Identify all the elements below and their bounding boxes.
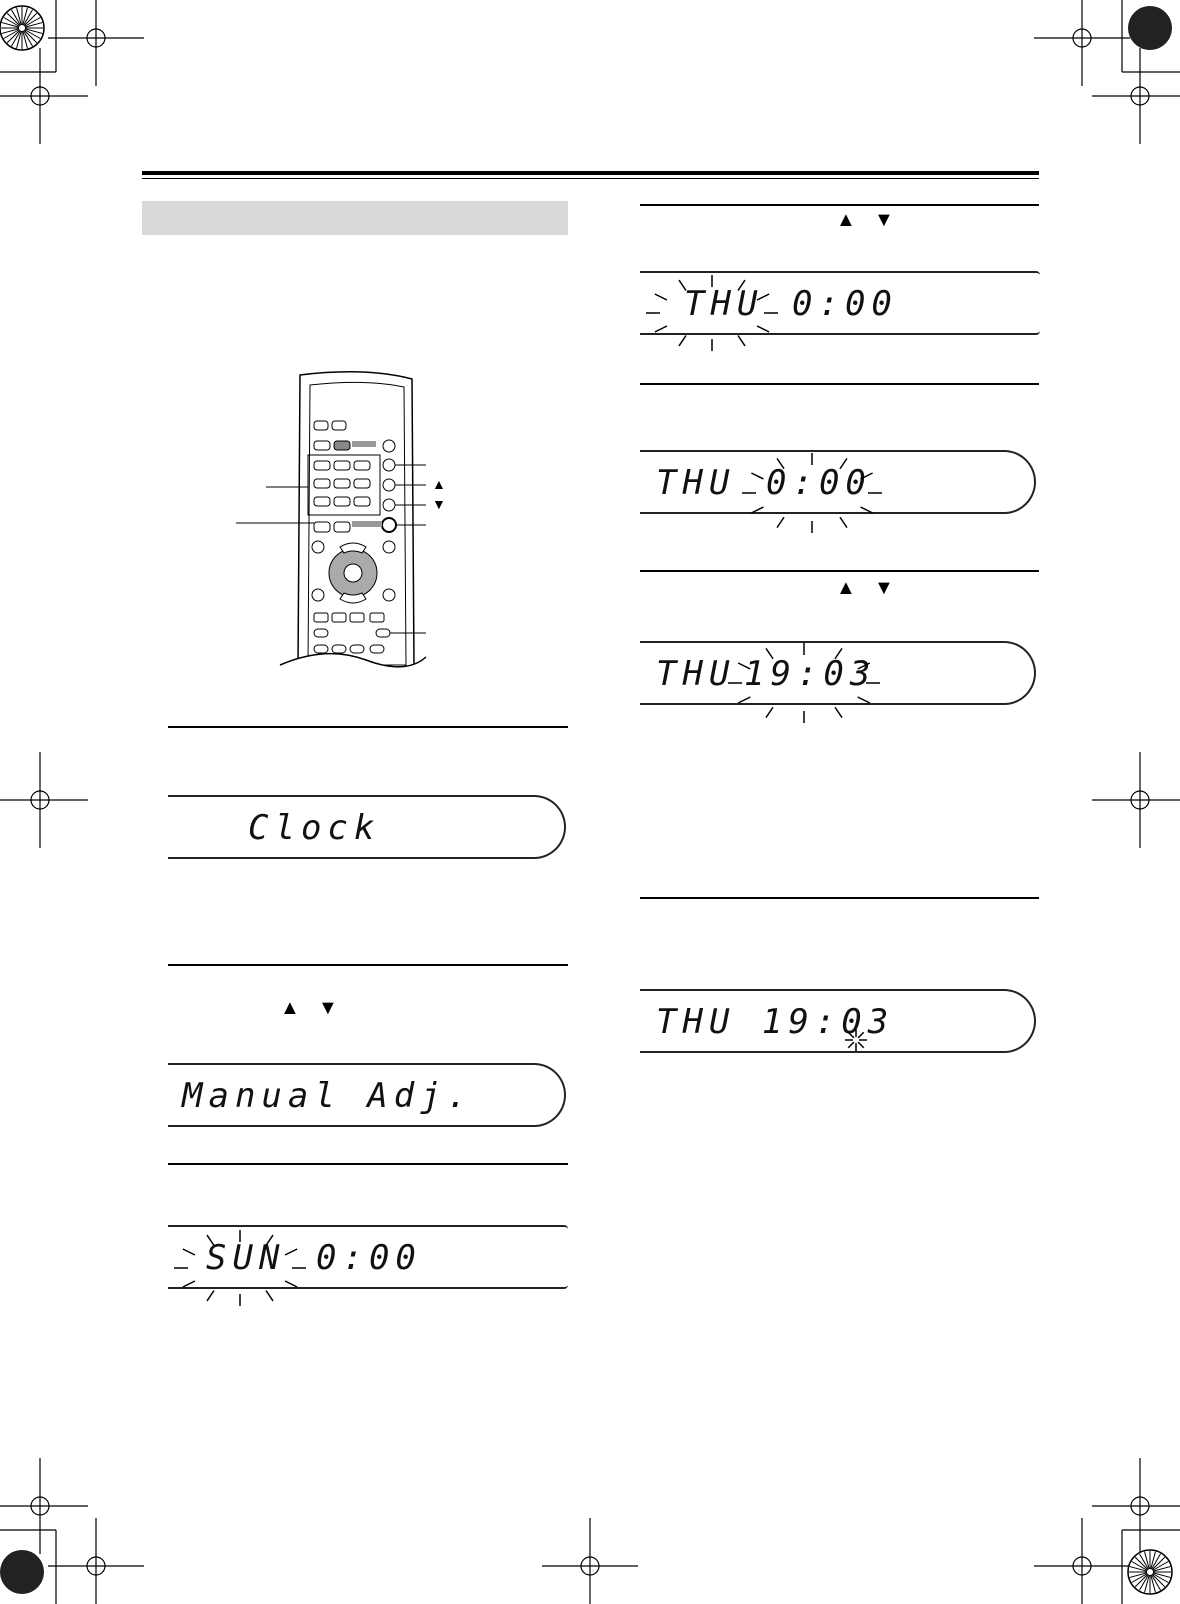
display-sun-day: SUN <box>206 1238 286 1278</box>
display-thu-day-3: THU <box>656 654 736 694</box>
keypad-button <box>314 461 330 470</box>
display-clock <box>168 795 566 859</box>
step4-down-arrow: ▼ <box>874 209 894 231</box>
display-thu-time-2: 0:00 <box>766 463 872 503</box>
step6-up-arrow: ▲ <box>836 577 856 599</box>
step-rule-7 <box>640 897 1039 899</box>
remote-down-arrow-label: ▼ <box>432 496 446 512</box>
display-thu-time-blink <box>640 450 1036 514</box>
keypad-button <box>314 479 330 488</box>
step-rule-3 <box>168 1163 568 1165</box>
display-thu-1903-blink <box>640 641 1036 705</box>
display-thu-day-2: THU <box>656 463 736 503</box>
step2-down-arrow: ▼ <box>318 997 338 1019</box>
corner-disc-top-right <box>1128 6 1172 50</box>
display-manual-adj <box>168 1063 566 1127</box>
step-rule-6 <box>640 570 1039 572</box>
keypad-button <box>334 461 350 470</box>
display-thu-time-1: 0:00 <box>792 284 898 324</box>
display-clock-text: Clock <box>248 808 381 848</box>
keypad-button <box>334 497 350 506</box>
display-thu-day-blink <box>640 271 1040 335</box>
section-heading-bar <box>142 201 568 235</box>
display-thu-1903-final <box>640 989 1036 1053</box>
display-manual-adj-text: Manual Adj. <box>182 1076 474 1116</box>
display-thu-day-1: THU <box>684 284 764 324</box>
step-rule-2 <box>168 964 568 966</box>
keypad-button <box>354 461 370 470</box>
display-sun-time <box>168 1225 568 1289</box>
step4-up-arrow: ▲ <box>836 209 856 231</box>
header-rule-thick <box>142 171 1039 175</box>
step-rule-1 <box>168 726 568 728</box>
display-final-text: THU 19:03 <box>656 1002 895 1042</box>
step-rule-5 <box>640 383 1039 385</box>
corner-disc-bottom-left <box>0 1550 44 1594</box>
step6-down-arrow: ▼ <box>874 577 894 599</box>
display-thu-time-3: 19:03 <box>744 654 877 694</box>
remote-control-illustration <box>236 375 456 695</box>
display-sun-time-value: 0:00 <box>316 1238 422 1278</box>
keypad-button <box>334 479 350 488</box>
step-rule-4 <box>640 204 1039 206</box>
step2-up-arrow: ▲ <box>280 997 300 1019</box>
keypad-button <box>354 497 370 506</box>
header-rule-thin <box>142 178 1039 179</box>
keypad-button <box>354 479 370 488</box>
keypad-button <box>314 497 330 506</box>
remote-up-arrow-label: ▲ <box>432 476 446 492</box>
